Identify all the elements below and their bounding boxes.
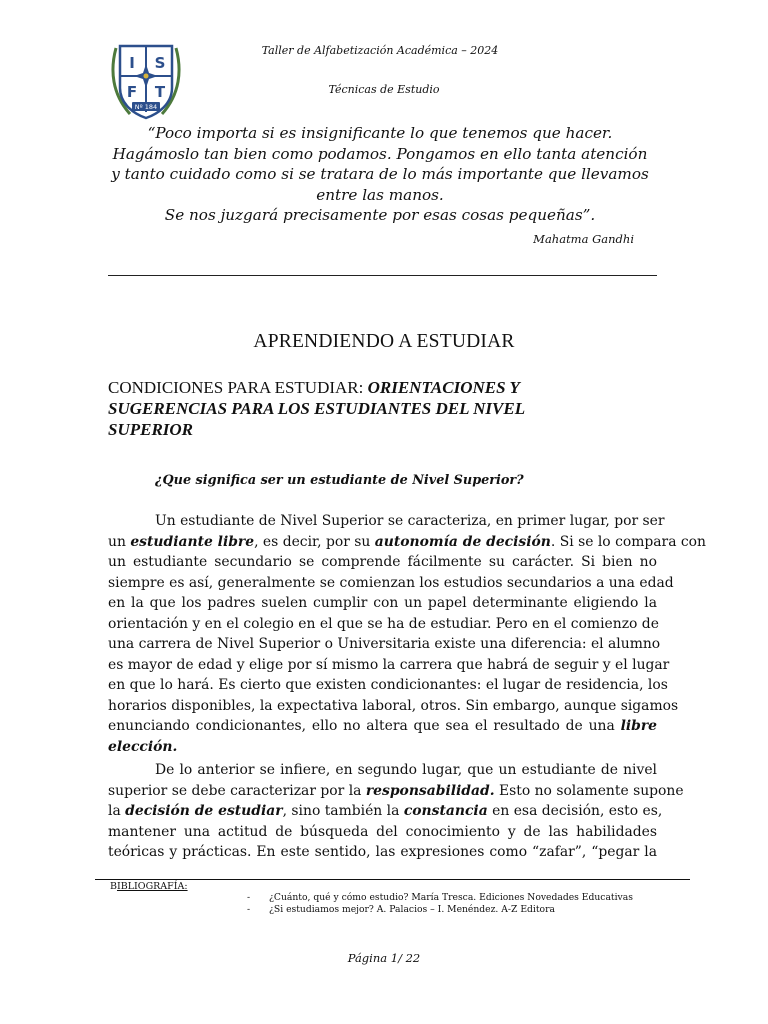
section-heading xyxy=(108,377,578,440)
quote-author: Mahatma Gandhi xyxy=(533,232,634,246)
paragraph-line: Un estudiante de Nivel Superior se caracteriza, en primer lugar, por ser xyxy=(155,513,665,529)
header-workshop-title: Taller de Alfabetización Académica – 2024 xyxy=(261,44,499,57)
paragraph-line: orientación y en el colegio en el que se ha de estudiar. Pero en el comienzo de xyxy=(108,615,659,632)
paragraph-line: es mayor de edad y elige por sí mismo la carrera que habrá de seguir y el lugar xyxy=(108,656,670,673)
paragraph-2 xyxy=(108,760,684,863)
emphasis-text: decisión de estudiar xyxy=(125,803,283,819)
quote-line: y tanto cuidado como si se tratara de lo más importante que llevamos xyxy=(111,165,649,184)
section-heading-emphasis: ORIENTACIONES Y SUGERENCIAS PARA LOS ESTUDIANTES DEL NIVEL SUPERIOR xyxy=(108,378,525,439)
emphasis-text: autonomía de decisión xyxy=(374,533,551,550)
paragraph-line: siempre es así, generalmente se comienzan los estudios secundarios a una edad xyxy=(108,574,674,591)
logo-letter-t: T xyxy=(154,83,166,101)
document-title: APRENDIENDO A ESTUDIAR xyxy=(253,331,515,352)
logo-letter-i: I xyxy=(129,54,135,72)
paragraph-line: superior se debe caracterizar por la responsabilidad. Esto no solamente supone xyxy=(108,782,684,799)
paragraph-1 xyxy=(108,511,706,757)
paragraph-line: mantener una actitud de búsqueda del conocimiento y de las habilidades xyxy=(108,823,657,840)
emphasis-text: libre xyxy=(620,718,657,734)
paragraph-line: en que lo hará. Es cierto que existen condicionantes: el lugar de residencia, los xyxy=(108,677,668,693)
paragraph-line: una carrera de Nivel Superior o Universitaria existe una diferencia: el alumno xyxy=(108,636,661,652)
logo-letter-s: S xyxy=(154,54,166,72)
emphasis-text: estudiante libre xyxy=(130,533,255,550)
header-divider xyxy=(108,275,657,276)
quote-line: entre las manos. xyxy=(316,185,444,204)
logo-number: Nº 184 xyxy=(134,103,158,111)
emphasis-text: constancia xyxy=(403,803,488,819)
paragraph-line: De lo anterior se infiere, en segundo lugar, que un estudiante de nivel xyxy=(155,762,657,778)
logo-letter-f: F xyxy=(126,83,138,101)
header-subject: Técnicas de Estudio xyxy=(328,83,440,96)
section-heading-plain: CONDICIONES PARA ESTUDIAR: xyxy=(108,378,368,397)
bibliography-label: BIBLIOGRAFÍA: xyxy=(110,881,188,892)
paragraph-line: la decisión de estudiar, sino también la constancia en esa decisión, esto es, xyxy=(108,803,663,819)
paragraph-line: un estudiante secundario se comprende fácilmente su carácter. Si bien no xyxy=(108,554,657,570)
paragraph-line: enunciando condicionantes, ello no altera que sea el resultado de una libre xyxy=(108,718,657,734)
paragraph-line: un estudiante libre, es decir, por su autonomía de decisión. Si se lo compara con xyxy=(108,533,706,550)
section-question: ¿Que significa ser un estudiante de Nivel Superior? xyxy=(155,473,524,488)
quote-line: “Poco importa si es insignificante lo que tenemos que hacer. xyxy=(147,124,613,142)
paragraph-line: horarios disponibles, la expectativa laboral, otros. Sin embargo, aunque sigamos xyxy=(108,697,679,714)
bibliography-item: - ¿Cuánto, qué y cómo estudio? María Tresca. Ediciones Novedades Educativas xyxy=(247,892,633,903)
emphasis-text: responsabilidad. xyxy=(365,782,495,799)
bibliography-item: - ¿Si estudiamos mejor? A. Palacios – I. Menéndez. A-Z Editora xyxy=(247,904,555,915)
paragraph-line: en la que los padres suelen cumplir con un papel determinante eligiendo la xyxy=(108,595,657,611)
footer-divider xyxy=(95,879,690,880)
quote-line: Hagámoslo tan bien como podamos. Pongamos en ello tanta atención xyxy=(112,144,648,163)
page-number: Página 1/ 22 xyxy=(347,951,421,965)
paragraph-line: teóricas y prácticas. En este sentido, las expresiones como “zafar”, “pegar la xyxy=(108,844,657,860)
epigraph-quote xyxy=(110,123,650,226)
quote-line: Se nos juzgará precisamente por esas cosas pequeñas”. xyxy=(164,206,596,225)
paragraph-line: elección. xyxy=(108,738,178,755)
